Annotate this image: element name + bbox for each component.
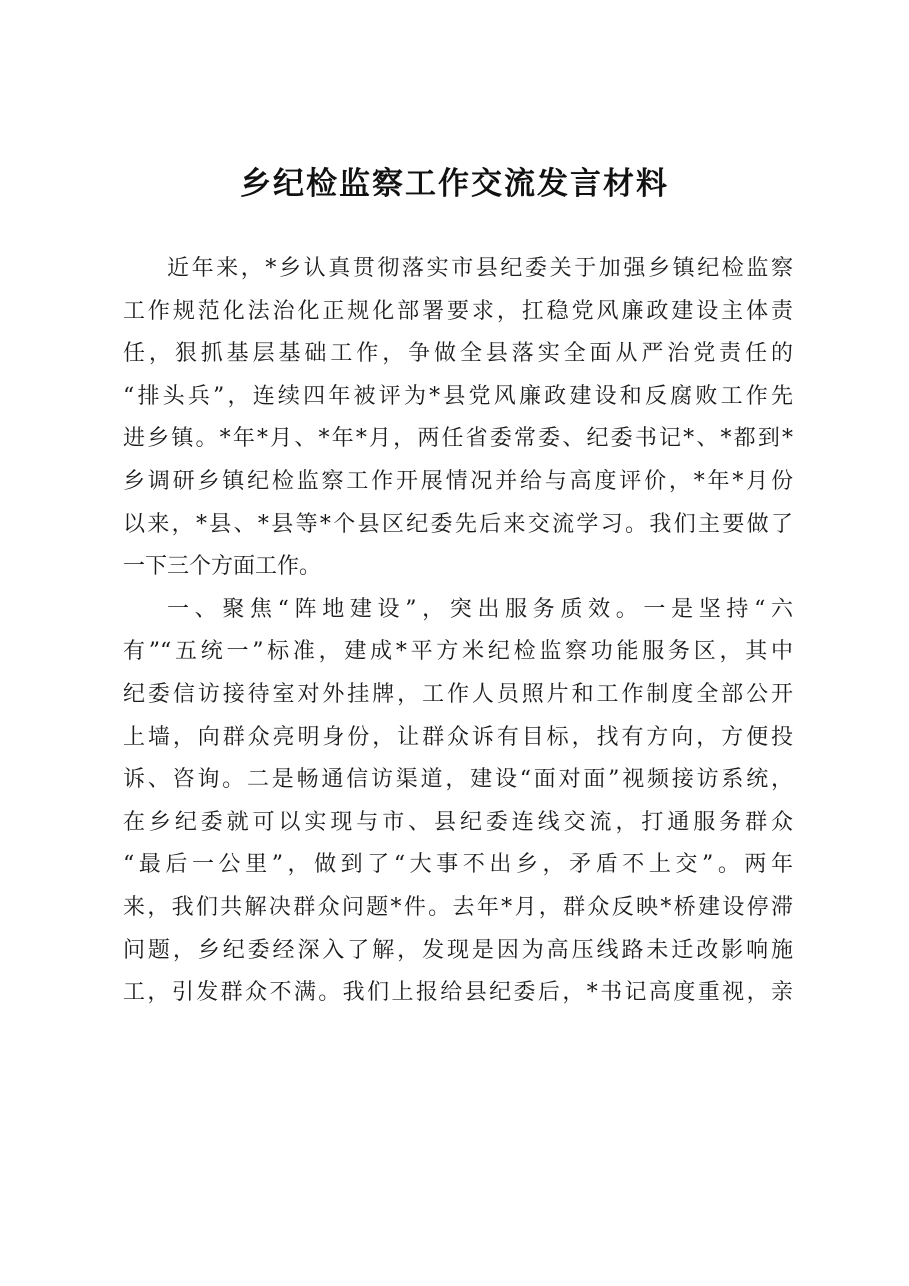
text-line: 纪委信访接待室对外挂牌，工作人员照片和工作制度全部公开: [123, 681, 793, 707]
text-line: “排头兵”，连续四年被评为*县党风廉政建设和反腐败工作先: [123, 383, 793, 409]
text-line: “最后一公里”，做到了“大事不出乡，矛盾不上交”。两年: [123, 852, 793, 878]
text-line: 乡调研乡镇纪检监察工作开展情况并给与高度评价，*年*月份: [123, 468, 793, 494]
text-line: 进乡镇。*年*月、*年*月，两任省委常委、纪委书记*、*都到*: [123, 426, 793, 452]
text-line: 来，我们共解决群众问题*件。去年*月，群众反映*桥建设停滞: [123, 894, 793, 920]
text-line: 上墙，向群众亮明身份，让群众诉有目标，找有方向，方便投: [123, 724, 793, 750]
text-line: 一下三个方面工作。: [123, 554, 322, 580]
text-line: 在乡纪委就可以实现与市、县纪委连线交流，打通服务群众: [123, 809, 793, 835]
text-line: 以来，*县、*县等*个县区纪委先后来交流学习。我们主要做了: [123, 511, 793, 537]
paragraph-2: [123, 589, 793, 1015]
text-line: 问题，乡纪委经深入了解，发现是因为高压线路未迁改影响施: [123, 937, 793, 963]
text-line: 工，引发群众不满。我们上报给县纪委后，*书记高度重视，亲: [123, 980, 793, 1006]
text-line: 近年来，*乡认真贯彻落实市县纪委关于加强乡镇纪检监察: [167, 256, 793, 281]
document-title: 乡纪检监察工作交流发言材料: [240, 166, 669, 202]
text-line: 诉、咨询。二是畅通信访渠道，建设“面对面”视频接访系统，: [123, 767, 793, 793]
document-body: [123, 248, 793, 1015]
text-line: 任，狠抓基层基础工作，争做全县落实全面从严治党责任的: [123, 341, 793, 367]
text-line: 有”“五统一”标准，建成*平方米纪检监察功能服务区，其中: [123, 639, 793, 665]
paragraph-1: [123, 248, 793, 589]
text-line: 一、聚焦“阵地建设”，突出服务质效。一是坚持“六: [167, 596, 793, 622]
text-line: 工作规范化法治化正规化部署要求，扛稳党风廉政建设主体责: [123, 298, 793, 324]
